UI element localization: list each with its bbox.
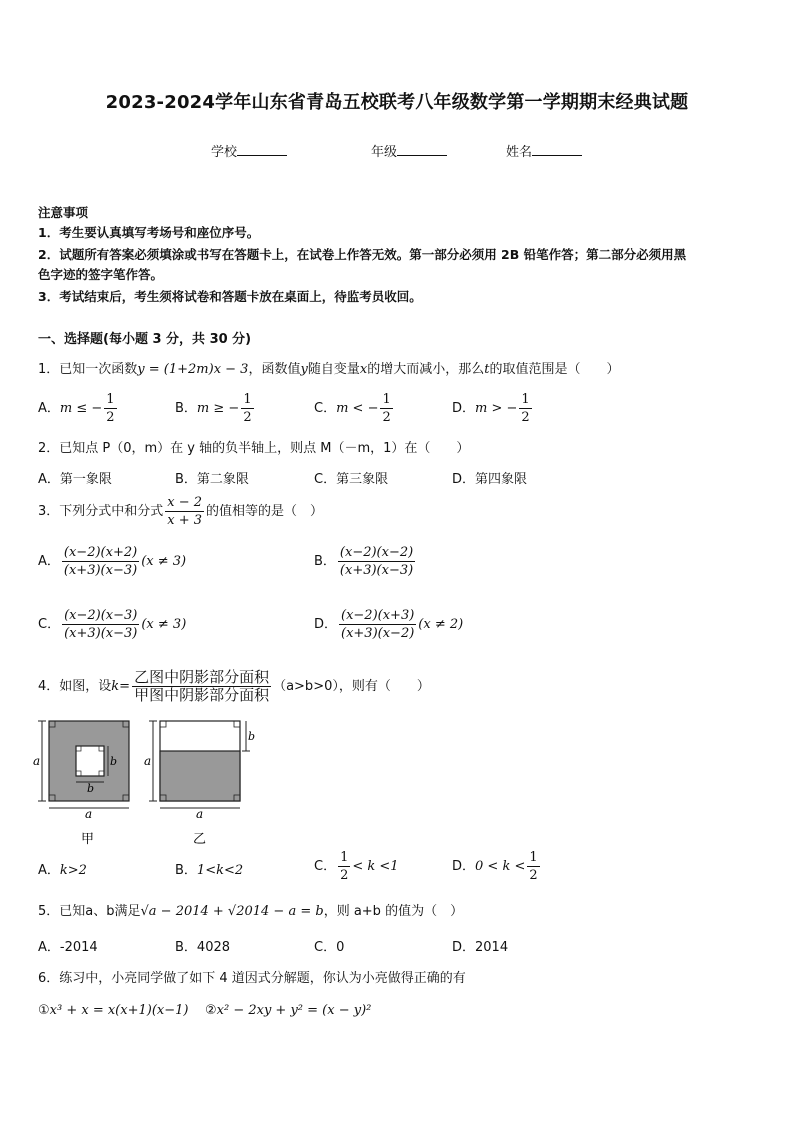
grade-field — [371, 141, 447, 160]
figure-yi — [144, 721, 255, 847]
q5-option-b[interactable]: B．4028 — [175, 940, 231, 955]
jia-a-bottom: a — [85, 807, 93, 821]
q6-item-2: ②x² − 2xy + y² = (x − y)² — [205, 1003, 372, 1018]
q1-option-b[interactable]: B．m ≥ − $\frac{1}{2}$ — [175, 392, 252, 425]
section-heading: 一、选择题(每小题 3 分，共 30 分) — [38, 332, 252, 347]
jia-a-left: a — [33, 754, 41, 768]
q5-option-d[interactable]: D．2014 — [452, 940, 509, 955]
note-2a: 2．试题所有答案必须填涂或书写在答题卡上，在试卷上作答无效。第一部分必须用 2B 铅笔作答；第二部分必须用黑 — [38, 247, 687, 262]
yi-a-left: a — [144, 754, 152, 768]
grade-label: 年级 — [371, 145, 398, 160]
q1-option-d[interactable]: D．m > − $\frac{1}{2}$ — [452, 392, 530, 425]
q4-figures — [30, 716, 260, 848]
yi-a-bottom: a — [196, 807, 204, 821]
q2-option-b[interactable]: B．第二象限 — [175, 472, 249, 487]
note-1: 1．考生要认真填写考场号和座位序号。 — [38, 225, 260, 240]
figure-jia — [33, 721, 129, 847]
yi-b-right: b — [248, 730, 256, 743]
q4-option-c[interactable]: C． $\frac{1}{2}$ < k <1 — [314, 850, 399, 883]
note-3: 3．考试结束后，考生须将试卷和答题卡放在桌面上，待监考员收回。 — [38, 289, 422, 304]
q3-option-c[interactable]: C． $\frac{(x-2)(x-3)}{(x+3)(x-3)}$ (x ≠ 3) — [38, 608, 187, 641]
q5-formula: √a − 2014 + √2014 − a = b — [140, 904, 324, 919]
question-3: 3．下列分式中和分式 $\frac{x - 2}{x + 3}$ 的值相等的是（ ） — [38, 495, 324, 528]
q1-formula: y = (1+2m)x − 3 — [137, 362, 249, 377]
page-title: 2023-2024学年山东省青岛五校联考八年级数学第一学期期末经典试题 — [105, 92, 689, 113]
question-6: 6．练习中，小亮同学做了如下 4 道因式分解题，你认为小亮做得正确的有 — [38, 971, 466, 986]
question-2: 2．已知点 P（0，m）在 y 轴的负半轴上，则点 M（－m，1）在（ ） — [38, 441, 470, 456]
yi-label: 乙 — [193, 832, 207, 847]
q4-option-b[interactable]: B．1<k<2 — [175, 863, 244, 878]
school-blank — [237, 143, 287, 156]
q1-option-c[interactable]: C．m < − $\frac{1}{2}$ — [314, 392, 391, 425]
jia-label: 甲 — [81, 832, 95, 847]
name-blank — [532, 143, 582, 156]
name-label: 姓名 — [506, 145, 533, 160]
q3-option-d[interactable]: D． $\frac{(x-2)(x+3)}{(x+3)(x-2)}$ (x ≠ 2) — [314, 608, 464, 641]
jia-b-bottom: b — [87, 782, 95, 795]
notes-heading: 注意事项 — [38, 205, 89, 220]
q5-option-a[interactable]: A．-2014 — [38, 940, 98, 955]
q2-option-c[interactable]: C．第三象限 — [314, 472, 389, 487]
name-field — [506, 141, 582, 160]
q1-option-a[interactable]: A．m ≤ − $\frac{1}{2}$ — [38, 392, 115, 425]
jia-b-right: b — [110, 755, 118, 768]
q3-option-b[interactable]: B． $\frac{(x-2)(x-2)}{(x+3)(x-3)}$ — [314, 545, 414, 578]
q5-option-c[interactable]: C．0 — [314, 940, 345, 955]
school-label: 学校 — [211, 145, 238, 160]
q4-option-d[interactable]: D．0 < k < $\frac{1}{2}$ — [452, 850, 538, 883]
grade-blank — [397, 143, 447, 156]
question-5: 5．已知a、b满足√a − 2014 + √2014 − a = b，则 a+b 的值为（ ） — [38, 904, 464, 919]
question-1: 1．已知一次函数y = (1+2m)x − 3，函数值y随自变量x的增大而减小，那么t的取值范围是（ ） — [38, 362, 620, 377]
school-field — [211, 141, 287, 160]
q3-option-a[interactable]: A． $\frac{(x-2)(x+2)}{(x+3)(x-3)}$ (x ≠ 3) — [38, 545, 187, 578]
q2-option-d[interactable]: D．第四象限 — [452, 472, 528, 487]
q4-option-a[interactable]: A．k>2 — [38, 863, 87, 878]
q6-item-1: ①x³ + x = x(x+1)(x−1) — [38, 1003, 189, 1018]
question-4: 4．如图，设k= $\frac{\text{乙图中阴影部分面积}}{\text{甲图中阴影部分面积}}$ （a>b>0），则有（ ） — [38, 668, 430, 704]
q2-option-a[interactable]: A．第一象限 — [38, 472, 112, 487]
note-2b: 色字迹的签字笔作答。 — [38, 267, 164, 282]
